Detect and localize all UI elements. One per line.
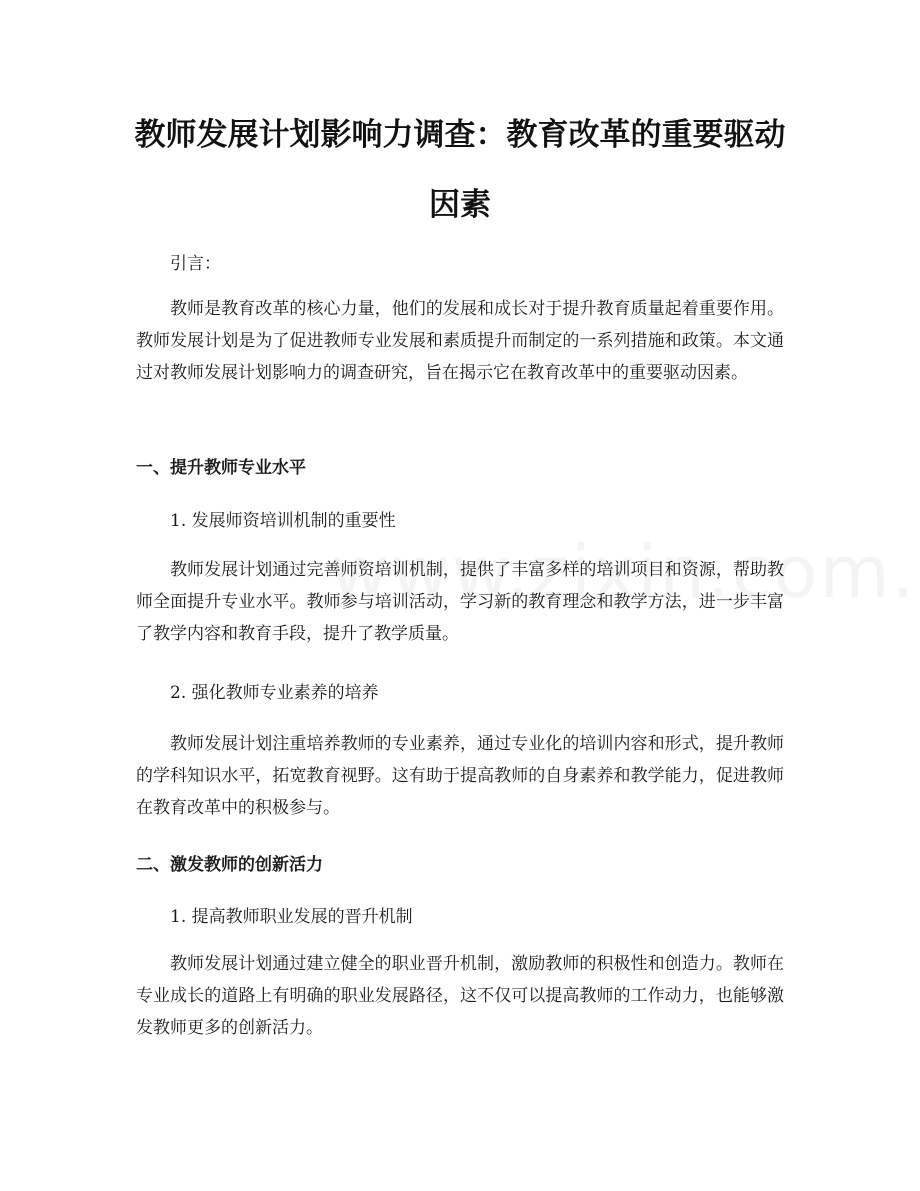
subsection-title: 1. 发展师资培训机制的重要性 (170, 511, 396, 531)
intro-label: 引言： (170, 254, 221, 274)
section-heading: 一、提升教师专业水平 (136, 458, 306, 478)
section-paragraph: 教师发展计划通过完善师资培训机制，提供了丰富多样的培训项目和资源，帮助教师全面提升专业水平。教师参与培训活动，学习新的教育理念和教学方法，进一步丰富了教学内容和教育手段，提升了教学质量。 (136, 560, 784, 644)
section-paragraph: 教师发展计划注重培养教师的专业素养，通过专业化的培训内容和形式，提升教师的学科知识水平，拓宽教育视野。这有助于提高教师的自身素养和教学能力，促进教师在教育改革中的积极参与。 (136, 734, 784, 818)
subsection-title: 1. 提高教师职业发展的晋升机制 (170, 907, 413, 927)
intro-paragraph: 教师是教育改革的核心力量，他们的发展和成长对于提升教育质量起着重要作用。教师发展计划是为了促进教师专业发展和素质提升而制定的一系列措施和政策。本文通过对教师发展计划影响力的调查研究，旨在揭示它在教育改革中的重要驱动因素。 (136, 299, 784, 383)
document-title: 教师发展计划影响力调查：教育改革的重要驱动因素 (134, 117, 786, 223)
section-heading: 二、激发教师的创新活力 (136, 855, 323, 875)
subsection-title: 2. 强化教师专业素养的培养 (170, 683, 379, 703)
section-paragraph: 教师发展计划通过建立健全的职业晋升机制，激励教师的积极性和创造力。教师在专业成长的道路上有明确的职业发展路径，这不仅可以提高教师的工作动力，也能够激发教师更多的创新活力。 (136, 954, 784, 1038)
